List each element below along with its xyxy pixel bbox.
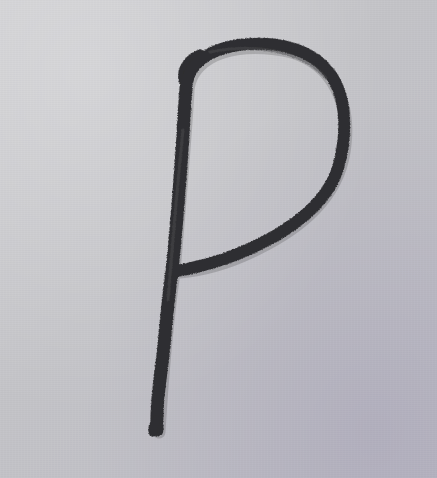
letter-stem-tail <box>153 420 156 432</box>
letter-bowl <box>176 44 344 271</box>
letter-strokes <box>153 44 345 432</box>
